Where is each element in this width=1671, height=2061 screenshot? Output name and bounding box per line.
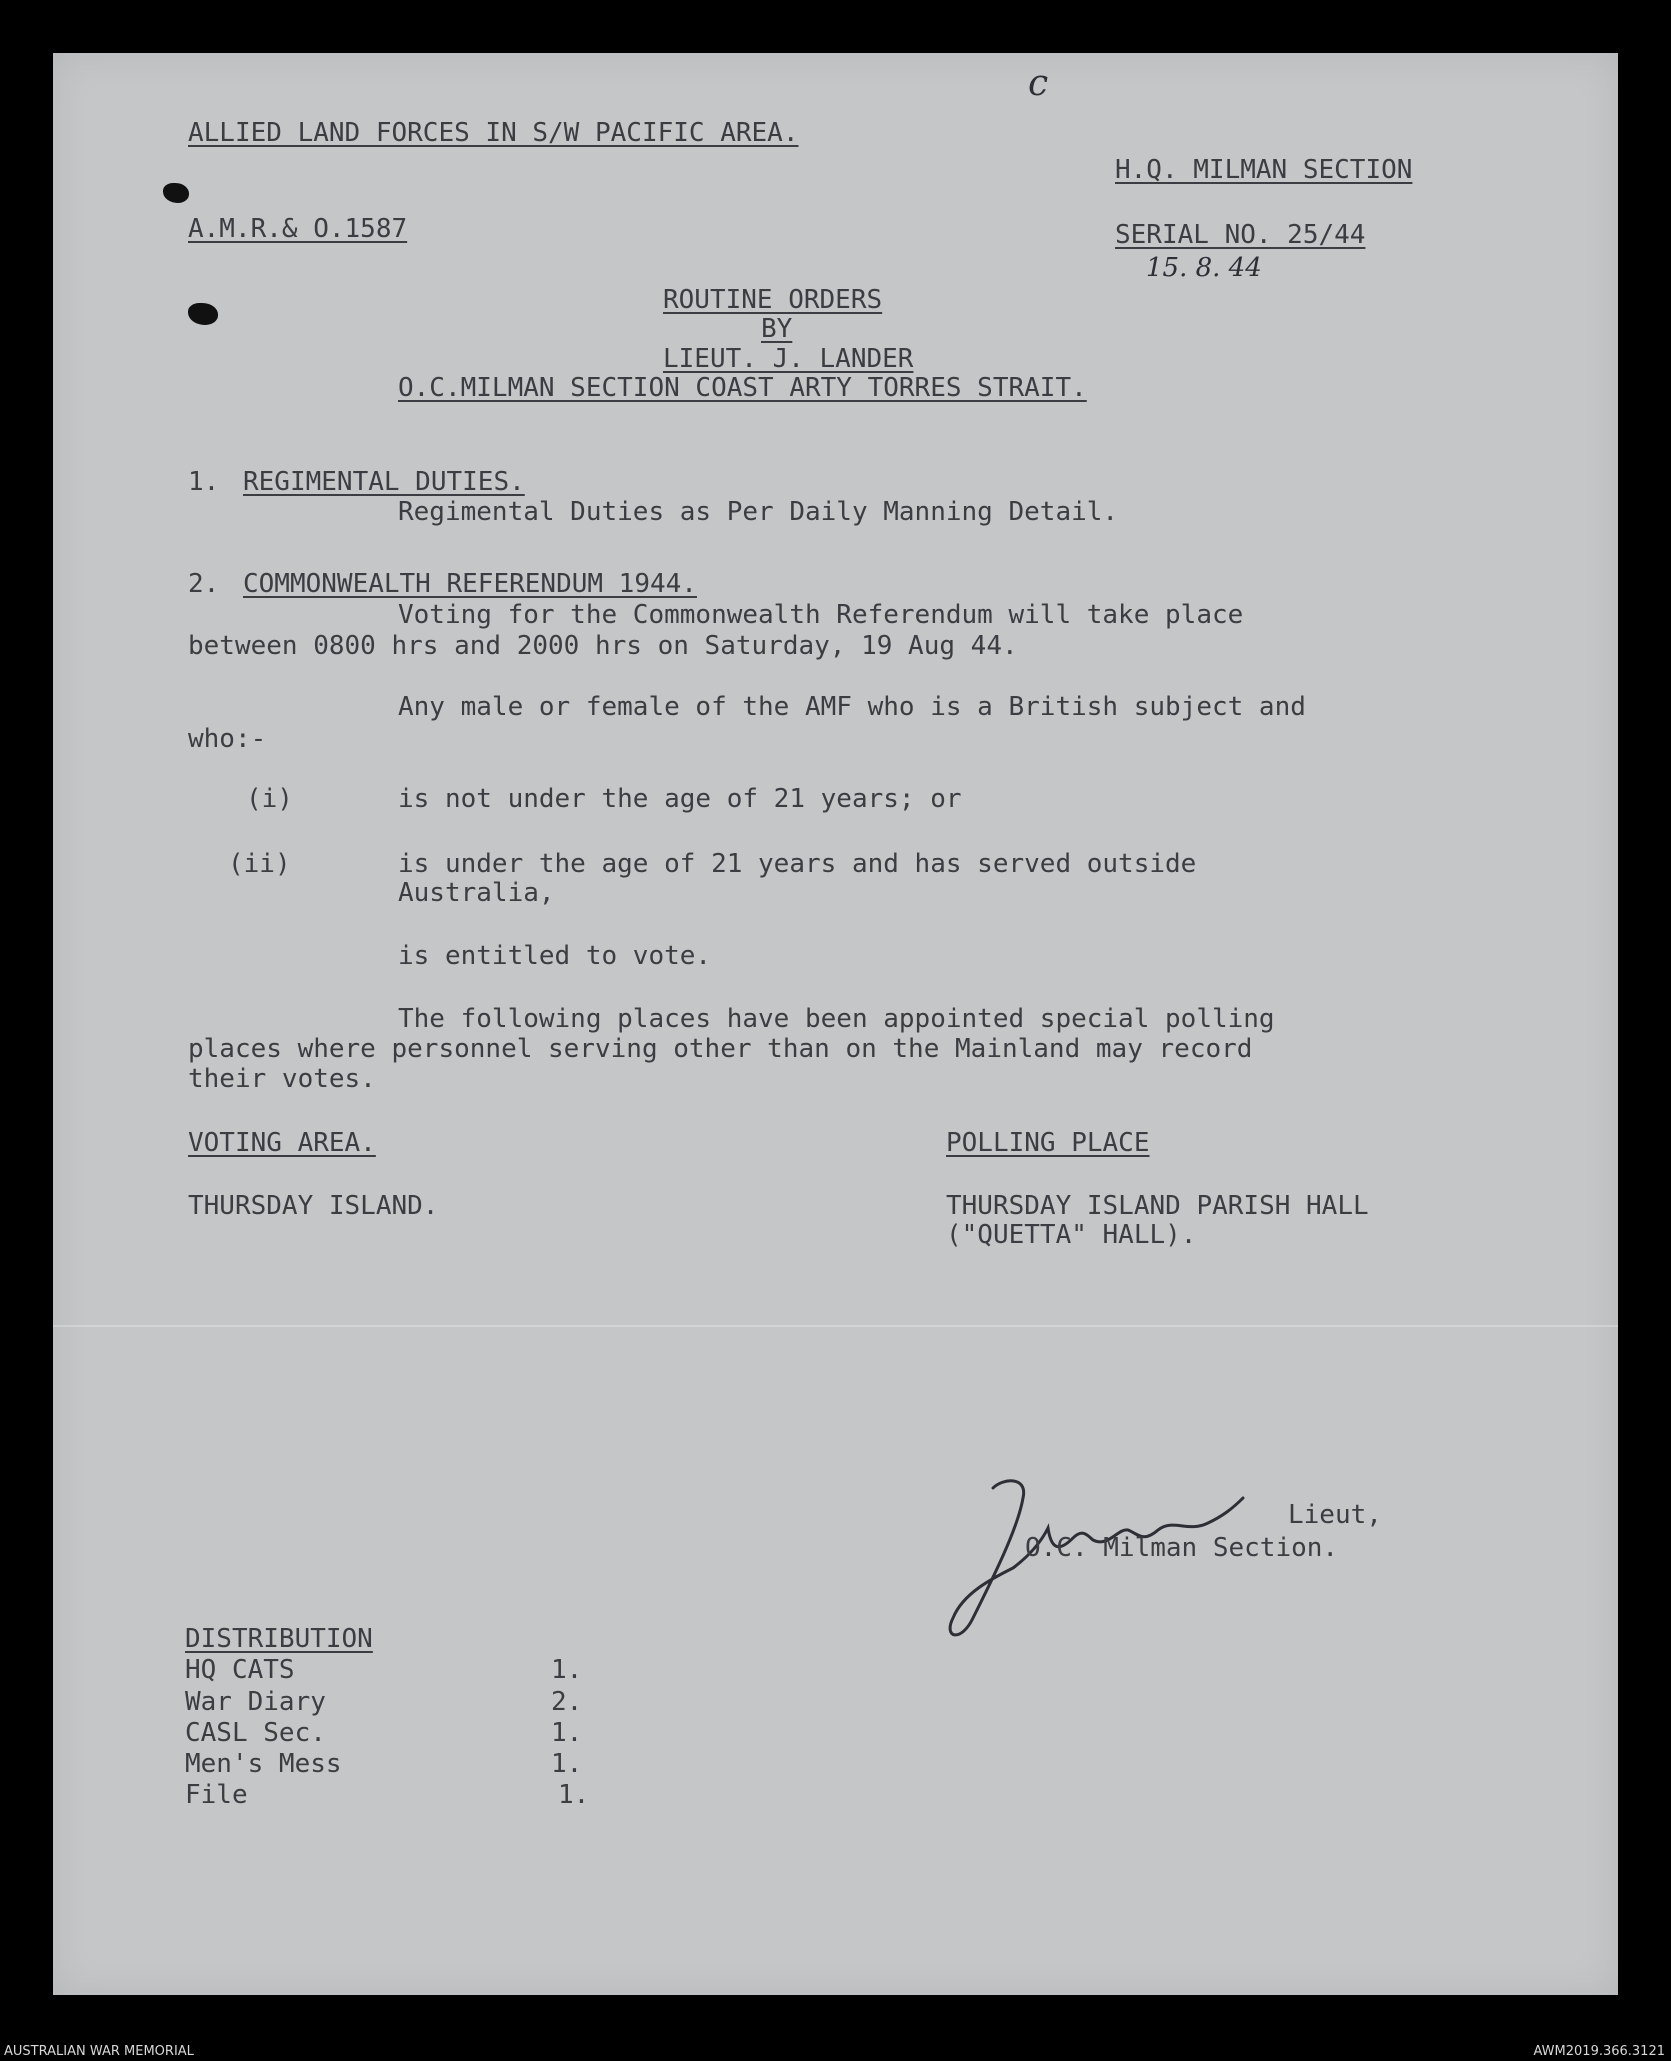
footer-left: AUSTRALIAN WAR MEMORIAL	[4, 2044, 194, 2059]
distribution-row-qty: 1.	[551, 1749, 583, 1779]
section-2-para1-line2: between 0800 hrs and 2000 hrs on Saturday, 19 Aug 44.	[188, 631, 1018, 661]
document-page	[53, 53, 1618, 1995]
distribution-row-name: HQ CATS	[185, 1655, 295, 1685]
distribution-row-name: War Diary	[185, 1687, 326, 1717]
section-2-heading: COMMONWEALTH REFERENDUM 1944.	[243, 569, 697, 599]
polling-place-header: POLLING PLACE	[946, 1128, 1150, 1158]
distribution-row-name: Men's Mess	[185, 1749, 342, 1779]
signature-rank: Lieut,	[1288, 1500, 1382, 1530]
section-2-para1-line1: Voting for the Commonwealth Referendum will take place	[398, 600, 1244, 630]
distribution-row-qty: 2.	[551, 1687, 583, 1717]
title-line-2: BY	[761, 314, 793, 344]
paper-fold	[53, 1325, 1618, 1327]
distribution-row-qty: 1.	[551, 1718, 583, 1748]
section-2-para2-line1: Any male or female of the AMF who is a British subject and	[398, 692, 1306, 722]
punch-hole-bottom	[188, 303, 218, 325]
distribution-row-qty: 1.	[551, 1655, 583, 1685]
polling-place-line1: THURSDAY ISLAND PARISH HALL	[946, 1191, 1369, 1221]
section-2-para3-line1: The following places have been appointed special polling	[398, 1004, 1275, 1034]
distribution-row-qty: 1.	[558, 1780, 590, 1810]
header-left-title: ALLIED LAND FORCES IN S/W PACIFIC AREA.	[188, 118, 799, 148]
section-2-number: 2.	[188, 569, 220, 599]
section-2-para3-line2: places where personnel serving other than on the Mainland may record	[188, 1034, 1253, 1064]
section-2-para2-line2: who:-	[188, 724, 267, 754]
item-2-label: (ii)	[228, 849, 291, 879]
title-line-3: LIEUT. J. LANDER	[663, 344, 914, 374]
distribution-row-name: CASL Sec.	[185, 1718, 326, 1748]
item-1-label: (i)	[246, 784, 293, 814]
item-1-text: is not under the age of 21 years; or	[398, 784, 962, 814]
section-1-number: 1.	[188, 467, 220, 497]
title-line-1: ROUTINE ORDERS	[663, 285, 883, 315]
item-2-text-line1: is under the age of 21 years and has served outside	[398, 849, 1197, 879]
title-line-4: O.C.MILMAN SECTION COAST ARTY TORRES STRAIT.	[398, 373, 1087, 403]
signature-position: O.C. Milman Section.	[1025, 1533, 1339, 1563]
voting-area-header: VOTING AREA.	[188, 1128, 376, 1158]
serial-number: SERIAL NO. 25/44	[1115, 220, 1366, 250]
signature-image	[933, 1468, 1293, 1668]
header-right-title: H.Q. MILMAN SECTION	[1115, 155, 1413, 185]
section-1-text: Regimental Duties as Per Daily Manning Detail.	[398, 497, 1119, 527]
section-1-heading: REGIMENTAL DUTIES.	[243, 467, 525, 497]
entitled-to-vote: is entitled to vote.	[398, 941, 712, 971]
voting-area-value: THURSDAY ISLAND.	[188, 1191, 439, 1221]
section-2-para3-line3: their votes.	[188, 1064, 376, 1094]
handwritten-date: 15. 8. 44	[1146, 253, 1262, 283]
handwritten-mark: c	[1028, 63, 1049, 104]
distribution-row-name: File	[185, 1780, 248, 1810]
header-ref: A.M.R.& O.1587	[188, 214, 408, 244]
polling-place-line2: ("QUETTA" HALL).	[946, 1220, 1197, 1250]
footer-right: AWM2019.366.3121	[1533, 2044, 1665, 2059]
punch-hole-top	[163, 183, 189, 203]
item-2-text-line2: Australia,	[398, 878, 555, 908]
distribution-heading: DISTRIBUTION	[185, 1624, 373, 1654]
